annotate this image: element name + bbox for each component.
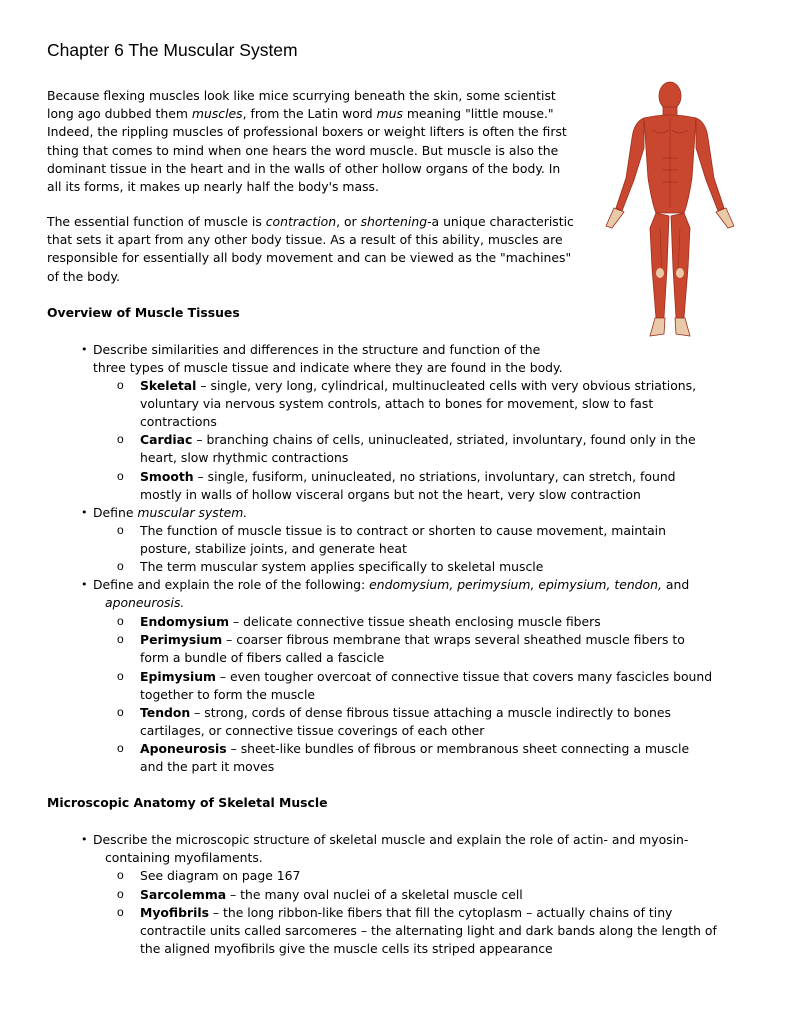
intro-italic-mus: mus	[376, 106, 403, 122]
overview-heading: Overview of Muscle Tissues	[47, 305, 240, 320]
intro-text: long ago dubbed them	[47, 106, 192, 122]
skeletal-line-2: voluntary via nervous system controls, attach to bones for movement, slow to fast	[140, 396, 654, 411]
tendon-text: – strong, cords of dense fibrous tissue attaching a muscle indirectly to bones	[190, 705, 671, 720]
skeletal-line-1	[140, 377, 696, 395]
sarcolemma-term: Sarcolemma	[140, 887, 227, 902]
myofibrils-term: Myofibrils	[140, 905, 209, 920]
function-line-1	[47, 213, 574, 231]
function-line-3: responsible for essentially all body movement and can be viewed as the "machines"	[47, 250, 572, 266]
myofibrils-line-3: the aligned myofibrils give the muscle cells its striped appearance	[140, 941, 553, 956]
sub-bullet: o	[117, 469, 124, 483]
microscopic-bullet-1-line-1: Describe the microscopic structure of skeletal muscle and explain the role of actin- and myosin-	[93, 832, 689, 847]
define-italic-aponeurosis: aponeurosis.	[105, 595, 185, 610]
sarcolemma-text: – the many oval nuclei of a skeletal muscle cell	[226, 887, 523, 902]
bullet: •	[81, 833, 88, 846]
bullet: •	[81, 343, 88, 356]
aponeurosis-line-2: and the part it moves	[140, 759, 275, 774]
perimysium-text: – coarser fibrous membrane that wraps several sheathed muscle fibers to	[222, 632, 685, 647]
define-italic-muscular-system: muscular system.	[137, 505, 248, 520]
sub-bullet: o	[117, 432, 124, 446]
function-italic-shortening: shortening	[360, 214, 428, 229]
define-italic-terms: endomysium, perimysium, epimysium, tendon,	[369, 577, 662, 592]
muscular-system-1-line-2: posture, stabilize joints, and generate heat	[140, 541, 407, 556]
epimysium-line-2: together to form the muscle	[140, 687, 316, 702]
function-text: The essential function of muscle is	[47, 214, 266, 229]
skeletal-term: Skeletal	[140, 378, 197, 393]
perimysium-line-2: form a bundle of fibers called a fascicle	[140, 650, 385, 665]
intro-text: , from the Latin word	[242, 106, 377, 122]
sub-bullet: o	[117, 559, 124, 573]
sub-bullet: o	[117, 378, 124, 392]
intro-line-1: Because flexing muscles look like mice scurrying beneath the skin, some scientist	[47, 88, 556, 103]
sub-bullet: o	[117, 868, 124, 882]
epimysium-text: – even tougher overcoat of connective tissue that covers many fascicles bound	[215, 669, 713, 684]
muscular-system-figure	[600, 78, 750, 346]
define-text: Define	[93, 505, 138, 520]
smooth-text: – single, fusiform, uninucleated, no striations, involuntary, can stretch, found	[193, 469, 676, 484]
intro-line-4: thing that comes to mind when one hears the word muscle. But muscle is also the	[47, 142, 559, 158]
overview-bullet-3-line-1	[93, 576, 689, 594]
myofibrils-text: – the long ribbon-like fibers that fill the cytoplasm – actually chains of tiny	[208, 905, 673, 920]
function-line-2: that sets it apart from any other body tissue. As a result of this ability, muscles are	[47, 232, 563, 248]
sarcolemma-line-1	[140, 886, 523, 904]
overview-bullet-3-line-2	[105, 594, 184, 612]
perimysium-line-1	[140, 631, 685, 649]
smooth-term: Smooth	[140, 469, 194, 484]
cardiac-term: Cardiac	[140, 432, 193, 447]
endomysium-text: – delicate connective tissue sheath enclosing muscle fibers	[229, 614, 601, 629]
perimysium-term: Perimysium	[140, 632, 223, 647]
smooth-line-1	[140, 468, 676, 486]
function-paragraph	[47, 213, 574, 286]
intro-text: meaning "little mouse."	[402, 106, 554, 122]
sub-bullet: o	[117, 905, 124, 919]
intro-line-2	[47, 105, 567, 123]
sub-bullet: o	[117, 741, 124, 755]
skeletal-line-3: contractions	[140, 414, 217, 429]
define-text: and	[661, 577, 690, 592]
bullet: •	[81, 506, 88, 519]
sub-bullet: o	[117, 887, 124, 901]
aponeurosis-text: – sheet-like bundles of fibrous or membranous sheet connecting a muscle	[226, 741, 690, 756]
overview-bullet-1-line-1: Describe similarities and differences in the structure and function of the	[93, 342, 541, 357]
function-text: , or	[336, 214, 361, 229]
intro-line-6: all its forms, it makes up nearly half the body's mass.	[47, 179, 379, 195]
page-title: Chapter 6 The Muscular System	[47, 40, 298, 60]
sub-bullet: o	[117, 523, 124, 537]
intro-line-3: Indeed, the rippling muscles of professional boxers or weight lifters is often the first	[47, 124, 567, 140]
epimysium-line-1	[140, 668, 712, 686]
tendon-line-2: cartilages, or connective tissue coverings of each other	[140, 723, 485, 738]
see-diagram: See diagram on page 167	[140, 868, 301, 883]
microscopic-bullet-1-line-2: containing myofilaments.	[105, 850, 263, 865]
smooth-line-2: mostly in walls of hollow visceral organs but not the heart, very slow contraction	[140, 487, 641, 502]
function-line-4: of the body.	[47, 268, 120, 284]
cardiac-line-2: heart, slow rhythmic contractions	[140, 450, 349, 465]
sub-bullet: o	[117, 614, 124, 628]
muscular-system-1-line-1: The function of muscle tissue is to contract or shorten to cause movement, maintain	[140, 523, 666, 538]
bullet: •	[81, 578, 88, 591]
myofibrils-line-2: contractile units called sarcomeres – the alternating light and dark bands along the length of	[140, 923, 717, 938]
tendon-term: Tendon	[140, 705, 191, 720]
function-italic-contraction: contraction	[265, 214, 337, 229]
define-text: Define and explain the role of the following:	[93, 577, 370, 592]
skeletal-text: – single, very long, cylindrical, multinucleated cells with very obvious striations,	[196, 378, 697, 393]
endomysium-line-1	[140, 613, 601, 631]
myofibrils-line-1	[140, 904, 672, 922]
muscular-system-2: The term muscular system applies specifically to skeletal muscle	[140, 559, 544, 574]
overview-bullet-2	[93, 504, 247, 522]
epimysium-term: Epimysium	[140, 669, 216, 684]
overview-bullet-1-line-2: three types of muscle tissue and indicate where they are found in the body.	[93, 360, 563, 375]
intro-line-5: dominant tissue in the heart and in the walls of other hollow organs of the body. In	[47, 160, 561, 176]
sub-bullet: o	[117, 705, 124, 719]
sub-bullet: o	[117, 632, 124, 646]
intro-italic-muscles: muscles	[191, 106, 243, 122]
aponeurosis-line-1	[140, 740, 689, 758]
aponeurosis-term: Aponeurosis	[140, 741, 227, 756]
microscopic-heading: Microscopic Anatomy of Skeletal Muscle	[47, 795, 328, 810]
endomysium-term: Endomysium	[140, 614, 230, 629]
tendon-line-1	[140, 704, 671, 722]
sub-bullet: o	[117, 669, 124, 683]
cardiac-text: – branching chains of cells, uninucleated, striated, involuntary, found only in the	[192, 432, 696, 447]
function-text: -a unique characteristic	[427, 214, 574, 229]
intro-paragraph	[47, 87, 567, 196]
cardiac-line-1	[140, 431, 696, 449]
